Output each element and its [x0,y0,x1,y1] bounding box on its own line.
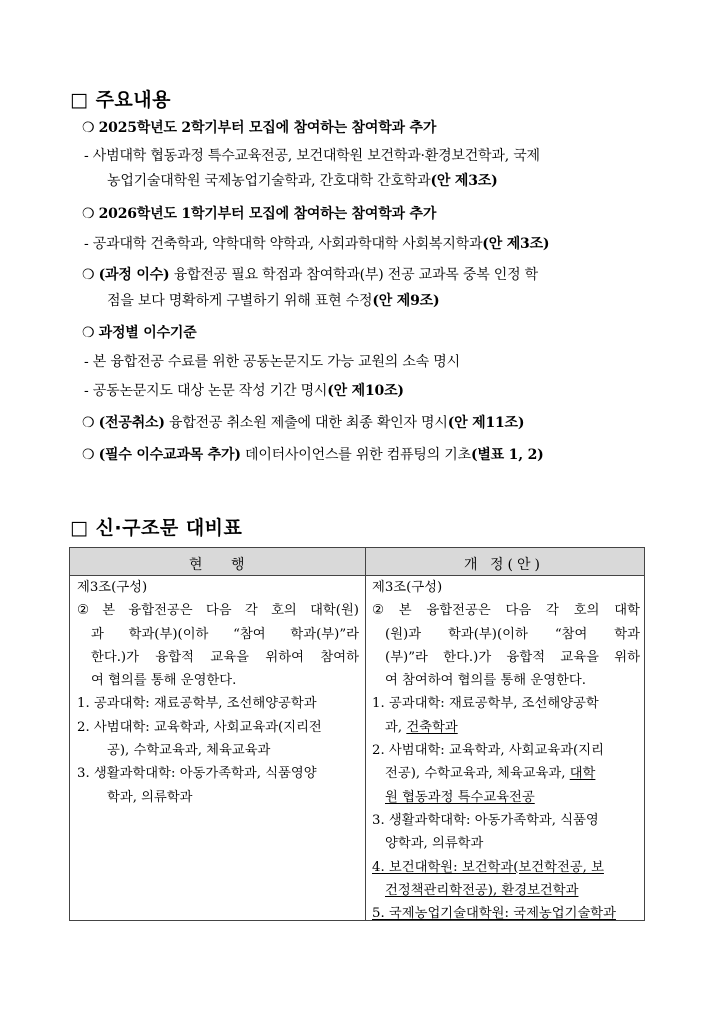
dash-item-2025-departments-cont [107,170,498,190]
article-heading: 제3조(구성) [77,580,148,595]
bullet-item-2025-addition [82,117,436,137]
paragraph-line: 여 참여하여 협의를 통해 운영한다. [385,673,586,689]
amended-text: 원 협동과정 특수교육전공 [385,789,535,805]
bullet-bold-label: (전공취소) [98,415,165,431]
list-item: 1. 공과대학: 재료공학부, 조선해양공학 [372,696,599,712]
word: 융합적 [155,649,194,665]
circle-bullet-icon: ❍ [82,447,95,463]
current-text-cell [77,576,359,809]
word: 학과 [614,626,640,642]
dash-item-2026-departments [84,233,549,253]
word: (원)과 [385,626,422,642]
word: 다음 [505,603,532,619]
word: ② [77,603,89,619]
list-item-cont [372,786,640,809]
paragraph-line [372,623,640,646]
amended-text: 건축학과 [406,719,458,735]
article-reference: (안 제9조) [372,293,440,309]
word: 융합전공은 [426,603,491,619]
circle-bullet-icon: ❍ [82,206,95,222]
appendix-reference: (별표 1, 2) [470,447,544,463]
circle-bullet-icon: ❍ [82,415,95,431]
proposed-text-cell [372,576,640,925]
dash-text: 본 융합전공 수료를 위한 공동논문지도 가능 교원의 소속 명시 [92,354,460,370]
article-reference: (안 제3조) [430,173,498,189]
list-item: 2. 사범대학: 교육학과, 사회교육과(지리 [372,743,604,759]
dash-item-2025-departments [84,145,540,165]
circle-bullet-icon: ❍ [82,267,95,283]
dash-text: 공동논문지도 대상 논문 작성 기간 명시 [92,383,328,399]
word: 다음 [205,603,232,619]
list-item [372,856,640,879]
amended-text: 5. 국제농업기술대학원: 국제농업기술학과 [372,906,616,922]
word: “참여 [554,626,588,642]
word: 한다.)가 [443,649,492,665]
column-divider [365,548,366,920]
text: 과, [385,719,407,735]
bullet-text: 과정별 이수기준 [98,325,197,341]
bullet-text: 데이터사이언스를 위한 컴퓨팅의 기초 [240,447,471,463]
word: 위하여 [265,649,304,665]
bullet-item-course-completion [82,264,538,284]
bullet-item-course-completion-cont [107,290,439,310]
dash-text-cont: 농업기술대학원 국제농업기술학과, 간호대학 간호학과 [107,173,431,189]
amended-text: 건정책관리학전공), 환경보건학과 [385,882,579,898]
dash-marker: - [84,383,89,399]
word: 과 [91,626,104,642]
article-reference: (안 제3조) [482,236,550,252]
dash-marker: - [84,236,89,252]
list-item-cont [372,762,640,785]
dash-marker: - [84,148,89,164]
paragraph-line [77,623,359,646]
dash-item-thesis-period [84,380,404,400]
word: 대학(원) [310,603,359,619]
bullet-bold-label: (필수 이수교과목 추가) [98,447,241,463]
list-item: 1. 공과대학: 재료공학부, 조선해양공학과 [77,696,317,712]
word: 융합적 [506,649,546,665]
word: 호의 [573,603,600,619]
paragraph-line: 여 협의를 통해 운영한다. [91,673,237,689]
word: 각 [244,603,258,619]
table-header-row [70,548,644,576]
word: 대학 [614,603,640,619]
word: 학과(부)”라 [290,626,359,642]
dash-marker: - [84,354,89,370]
article-heading: 제3조(구성) [372,580,443,595]
word: “참여 [233,626,266,642]
bullet-text-cont: 점을 보다 명확하게 구별하기 위해 표현 수정 [107,293,373,309]
word: 각 [546,603,559,619]
paragraph-line [372,599,640,622]
word: 한다.)가 [91,649,139,665]
list-item-cont [372,716,640,739]
word: 본 [398,603,412,619]
list-item-cont [372,879,640,902]
word: 참여하 [320,649,359,665]
amended-text: 4. 보건대학원: 보건학과(보건학전공, 보 [372,859,604,875]
word: 학과(부)(이하 [448,626,528,642]
list-item: 3. 생활과학대학: 아동가족학과, 식품영양 [77,766,317,782]
list-item: 2. 사범대학: 교육학과, 사회교육과(지리전 [77,719,322,735]
circle-bullet-icon: ❍ [82,325,95,341]
dash-text: 공과대학 건축학과, 약학대학 약학과, 사회과학대학 사회복지학과 [92,236,483,252]
section-title-main-contents: □ 주요내용 [70,89,171,111]
paragraph-line [77,599,359,622]
header-current: 현 행 [189,557,257,573]
list-item: 3. 생활과학대학: 아동가족학과, 식품영 [372,812,599,828]
word: 학과(부)(이하 [128,626,209,642]
bullet-text: 2025학년도 2학기부터 모집에 참여하는 참여학과 추가 [98,120,437,136]
list-item-cont: 양학과, 의류학과 [385,836,484,852]
list-item [372,902,640,925]
word: 위하 [614,649,640,665]
bullet-item-completion-criteria [82,322,197,342]
word: 교육을 [560,649,599,665]
comparison-table [69,547,645,921]
bullet-text: 2026학년도 1학기부터 모집에 참여하는 참여학과 추가 [98,206,437,222]
header-proposed: 개 정(안) [464,557,544,573]
bullet-item-2026-addition [82,203,436,223]
bullet-item-major-cancellation [82,412,524,432]
word: 교육을 [210,649,249,665]
bullet-bold-label: (과정 이수) [98,267,170,283]
paragraph-line [77,646,359,669]
dash-text: 사범대학 협동과정 특수교육전공, 보건대학원 보건학과·환경보건학과, 국제 [92,148,540,164]
article-reference: (안 제11조) [447,415,525,431]
article-reference: (안 제10조) [327,383,404,399]
word: 본 [102,603,116,619]
dash-item-advisor-affiliation [84,351,460,371]
word: (부)”라 [385,649,428,665]
list-item-cont: 공), 수학교육과, 체육교육과 [107,743,271,759]
word: ② [372,603,384,619]
bullet-item-required-course [82,444,544,464]
section-title-comparison-table: □ 신·구조문 대비표 [70,517,243,539]
paragraph-line [372,646,640,669]
bullet-text: 융합전공 필요 학점과 참여학과(부) 전공 교과목 중복 인정 학 [169,267,539,283]
text: 전공), 수학교육과, 체육교육과, [385,766,570,782]
list-item-cont: 학과, 의류학과 [107,789,193,805]
amended-text: 대학 [569,766,596,782]
circle-bullet-icon: ❍ [82,120,95,136]
word: 호의 [271,603,297,619]
bullet-text: 융합전공 취소원 제출에 대한 최종 확인자 명시 [164,415,448,431]
word: 융합전공은 [128,603,193,619]
